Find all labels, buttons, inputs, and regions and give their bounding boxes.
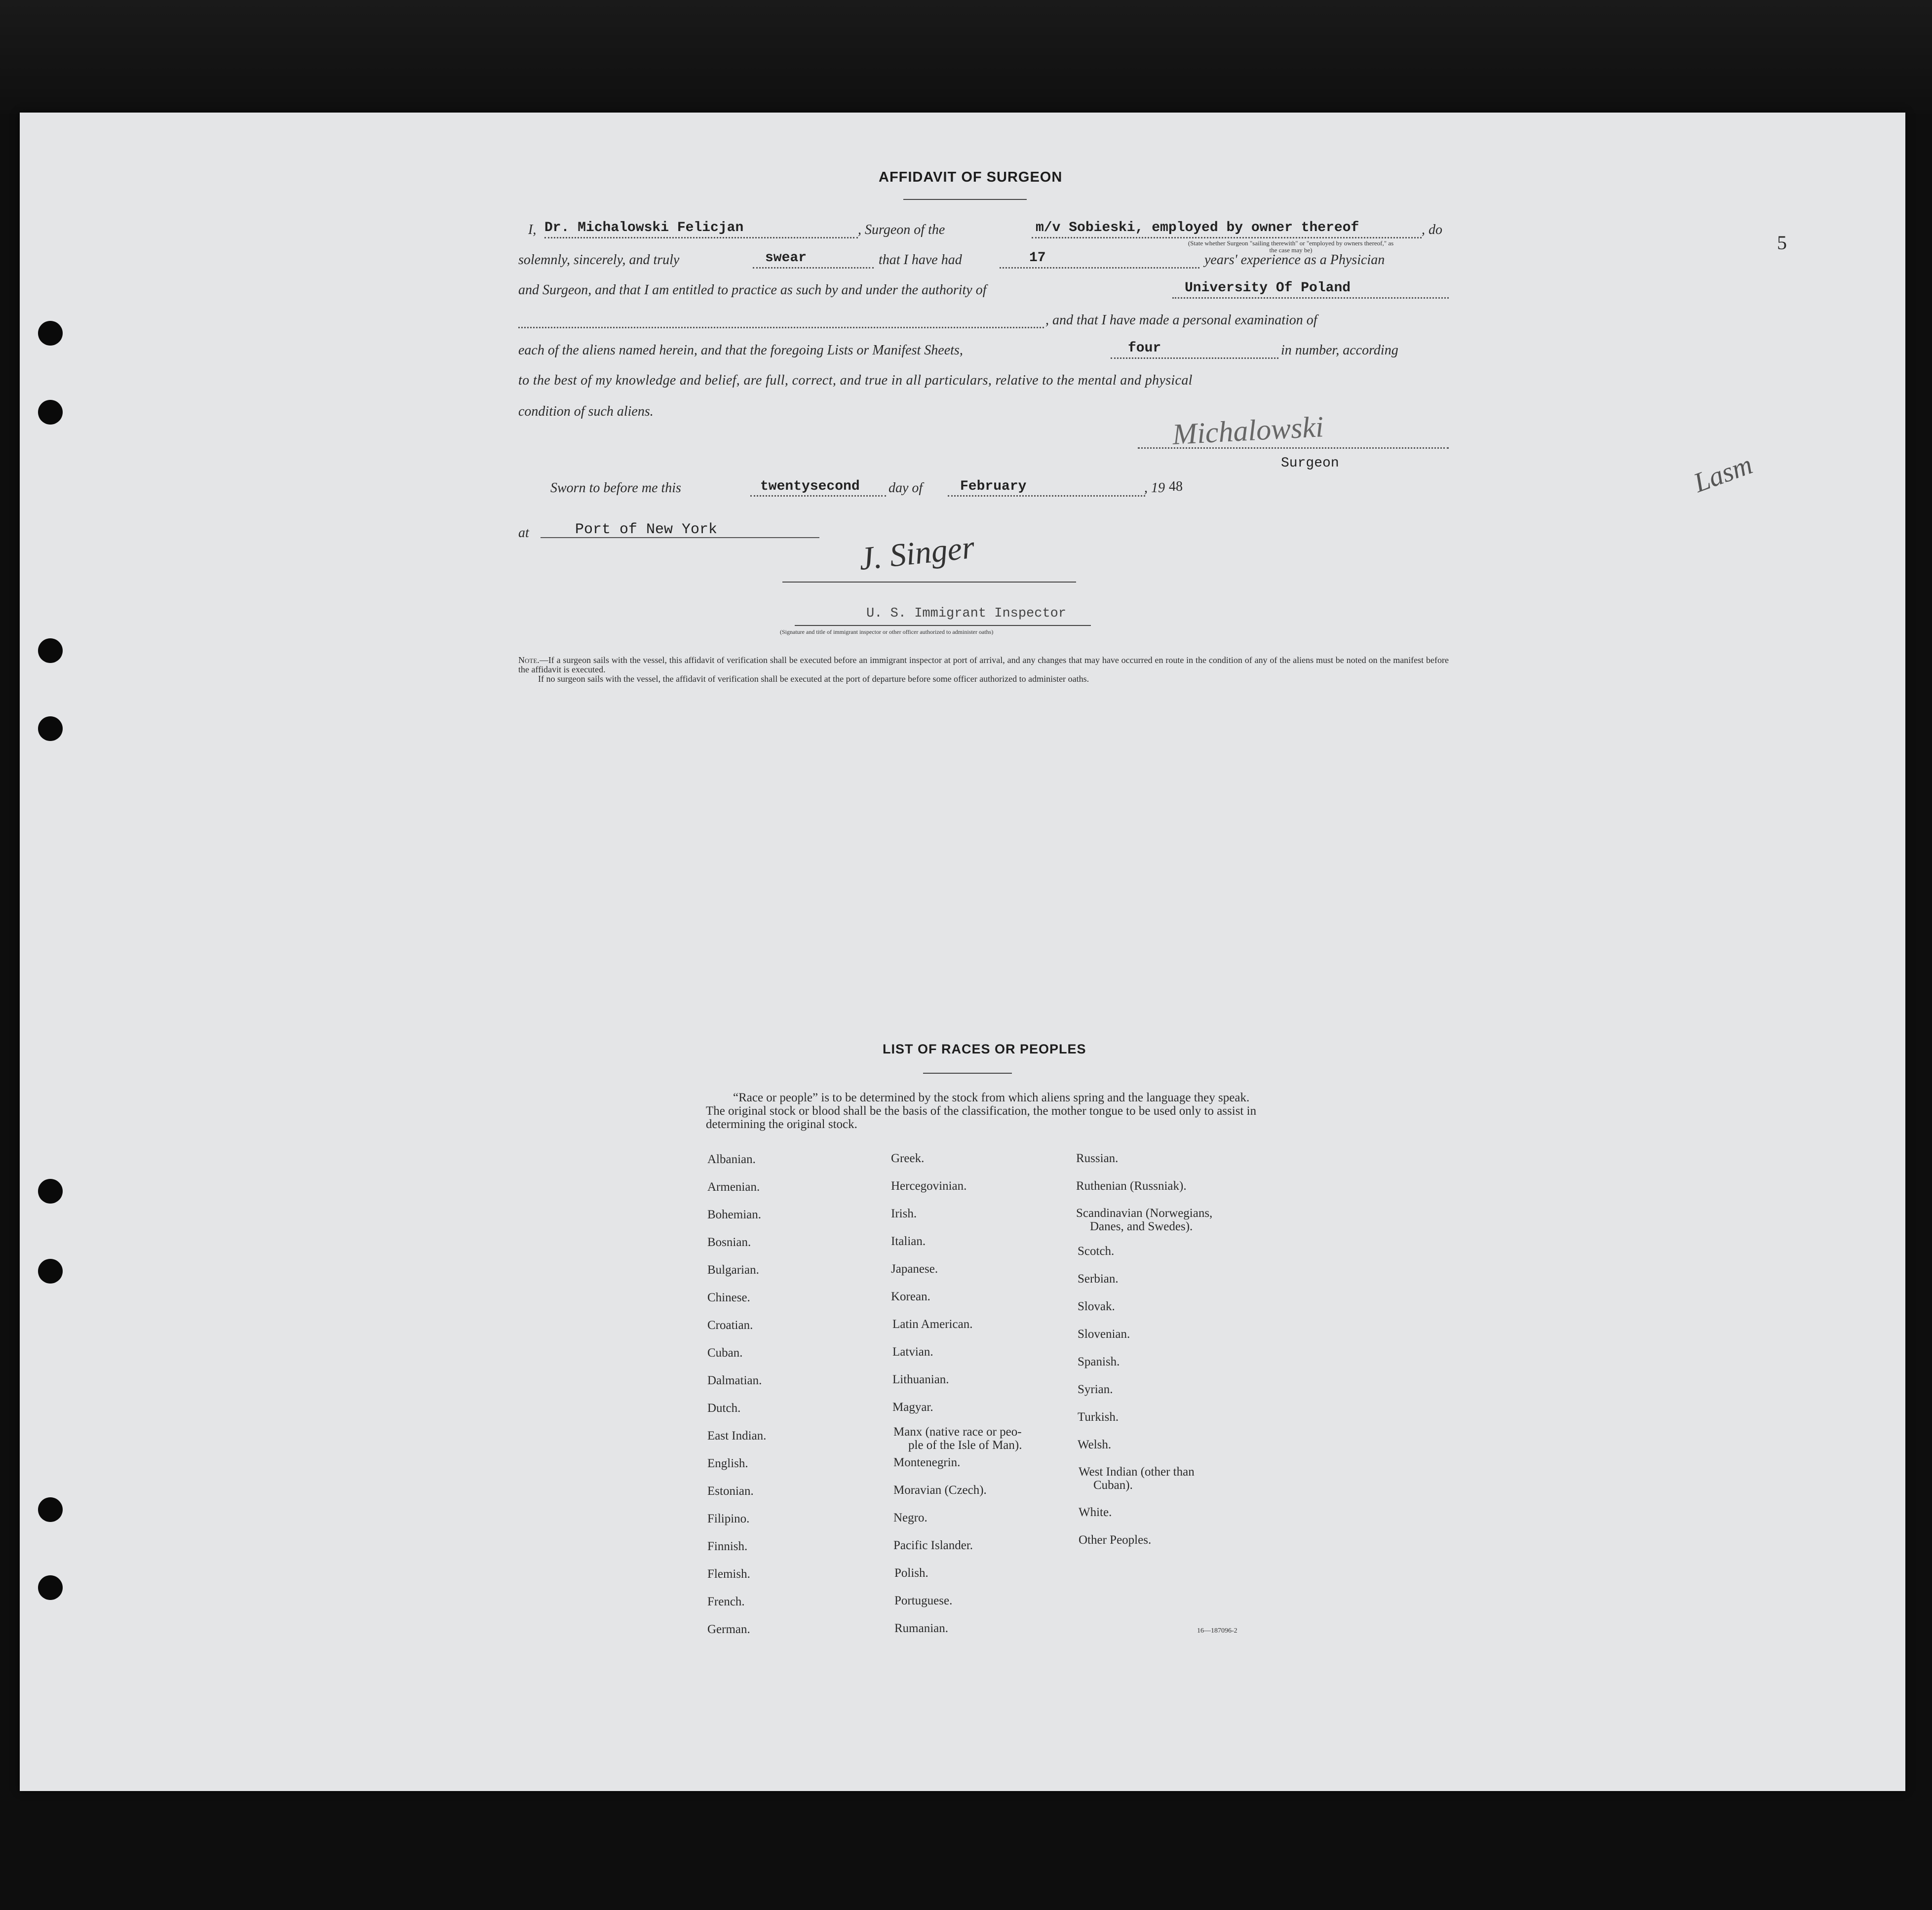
rule (753, 267, 874, 269)
race-list-item: Scandinavian (Norwegians, (1076, 1207, 1213, 1220)
text-best-of-knowledge: to the best of my knowledge and belief, are full, correct, and true in all particulars, relative to the mental and physical (518, 373, 1193, 388)
race-list-item: Finnish. (707, 1540, 748, 1553)
surgeon-label: Surgeon (1281, 456, 1339, 471)
text-at: at (518, 525, 529, 541)
oath-type: swear (765, 250, 807, 266)
race-list-item: Flemish. (707, 1567, 750, 1581)
race-list-item: Slovak. (1078, 1300, 1115, 1313)
race-list-item: Armenian. (707, 1180, 760, 1194)
race-list-item: East Indian. (707, 1429, 767, 1442)
scan-background-top (0, 0, 1932, 114)
race-list-item: Bohemian. (707, 1208, 762, 1221)
punch-hole (38, 638, 63, 663)
punch-hole (38, 1497, 63, 1522)
page-number: 5 (1777, 232, 1787, 254)
text-solemnly: solemnly, sincerely, and truly (518, 252, 680, 268)
sworn-year-suffix: 48 (1169, 479, 1183, 494)
race-list-item: Lithuanian. (892, 1373, 949, 1386)
race-list-item: Polish. (894, 1566, 928, 1580)
races-title-rule (923, 1073, 1012, 1074)
margin-handwritten-note: Lasm (1690, 449, 1757, 499)
note-text-2: If no surgeon sails with the vessel, the affidavit of verification shall be executed at the port of departure before some officer authorized to administer oaths. (538, 674, 1089, 684)
text-years-experience: years' experience as a Physician (1204, 252, 1385, 268)
race-list-item: Dalmatian. (707, 1374, 762, 1387)
punch-hole (38, 400, 63, 425)
inspector-title: U. S. Immigrant Inspector (866, 606, 1067, 621)
race-list-item: Greek. (891, 1152, 925, 1165)
race-list-item: West Indian (other than (1079, 1465, 1195, 1479)
rule (948, 495, 1145, 497)
surgeon-signature: Michalowski (1171, 410, 1325, 451)
race-list-item: Ruthenian (Russniak). (1076, 1179, 1187, 1193)
signature-rule (1138, 447, 1449, 449)
race-list-item: Hercegovinian. (891, 1179, 967, 1193)
rule (1000, 267, 1199, 269)
race-list-item: English. (707, 1457, 748, 1470)
punch-hole (38, 716, 63, 741)
race-list-item: Rumanian. (894, 1622, 949, 1635)
race-list-item: Syrian. (1078, 1383, 1113, 1396)
inspector-signature-rule (782, 582, 1076, 583)
inspector-signature: J. Singer (857, 529, 976, 578)
race-list-item: Spanish. (1078, 1355, 1120, 1368)
race-list-item: Negro. (893, 1511, 927, 1524)
rule (750, 495, 886, 497)
race-list-item: White. (1079, 1506, 1112, 1519)
race-list-item: Scotch. (1078, 1245, 1115, 1258)
inspector-title-rule (795, 625, 1091, 626)
punch-hole (38, 321, 63, 346)
race-list-item: Estonian. (707, 1484, 754, 1498)
race-list-item: German. (707, 1623, 750, 1636)
authority: University Of Poland (1185, 280, 1351, 296)
race-list-item: Albanian. (707, 1153, 756, 1166)
text-each-of-aliens: each of the aliens named herein, and that the foregoing Lists or Manifest Sheets, (518, 343, 963, 358)
race-list-item: French. (707, 1595, 745, 1608)
rule (1111, 357, 1278, 359)
document-page (20, 113, 1905, 1791)
manifest-sheets-count: four (1128, 341, 1161, 356)
race-list-item: Italian. (891, 1235, 926, 1248)
vessel-name: m/v Sobieski, employed by owner thereof (1036, 220, 1359, 235)
text-surgeon-of: , Surgeon of the (858, 222, 945, 237)
race-list-item: Pacific Islander. (893, 1539, 973, 1552)
race-list-item: Cuban. (707, 1346, 743, 1360)
rule (518, 327, 1044, 328)
text-day-of: day of (889, 480, 923, 496)
text-and-surgeon: and Surgeon, and that I am entitled to practice as such by and under the authority of (518, 282, 987, 298)
race-list-item: Japanese. (891, 1262, 938, 1276)
rule (541, 537, 819, 538)
race-list-item: Chinese. (707, 1291, 750, 1304)
inspector-hint: (Signature and title of immigrant inspector or other officer authorized to administer oaths) (780, 628, 994, 635)
rule (544, 237, 858, 238)
race-list-item: Latvian. (892, 1345, 933, 1359)
affidavit-title: AFFIDAVIT OF SURGEON (879, 169, 1063, 185)
years-experience: 17 (1029, 250, 1046, 266)
race-list-item: Dutch. (707, 1402, 741, 1415)
text-personal-exam: , and that I have made a personal examination of (1045, 312, 1317, 328)
vessel-hint: (State whether Surgeon "sailing therewith" or "employed by owners thereof," as the case may be) (1188, 239, 1394, 254)
race-list-item: Turkish. (1078, 1410, 1119, 1424)
punch-hole (38, 1575, 63, 1600)
race-list-item: Latin American. (892, 1318, 973, 1331)
surgeon-name: Dr. Michalowski Felicjan (544, 220, 744, 235)
races-intro: “Race or people” is to be determined by the stock from which aliens spring and the language they speak. The original stock or blood shall be the basis of the classification, the mother tongue to be used only to assist in determining the original stock. (706, 1091, 1257, 1131)
race-list-item: Montenegrin. (893, 1456, 961, 1469)
note-label: Note. (518, 655, 540, 665)
race-list-item: Moravian (Czech). (893, 1483, 987, 1497)
race-list-item: Danes, and Swedes). (1090, 1220, 1193, 1233)
text-i: I, (528, 222, 537, 237)
race-list-item: Bosnian. (707, 1236, 751, 1249)
sworn-month: February (960, 479, 1027, 494)
race-list-item: Magyar. (892, 1401, 933, 1414)
race-list-item: ple of the Isle of Man). (908, 1439, 1022, 1452)
punch-hole (38, 1179, 63, 1204)
race-list-item: Croatian. (707, 1319, 753, 1332)
races-title: LIST OF RACES OR PEOPLES (883, 1042, 1086, 1056)
text-year-prefix: , 19 (1144, 480, 1165, 496)
race-list-item: Irish. (891, 1207, 917, 1220)
race-list-item: Portuguese. (894, 1594, 953, 1607)
race-list-item: Welsh. (1078, 1438, 1112, 1451)
race-list-item: Other Peoples. (1079, 1533, 1152, 1547)
text-do: , do (1422, 222, 1442, 237)
affidavit-note (518, 656, 1449, 684)
note-text-1: —If a surgeon sails with the vessel, this affidavit of verification shall be executed before an immigrant inspector at port of arrival, and any changes that may have occurred en route in the condition of any of the aliens must be noted on the manifest before the affidavit is executed. (518, 655, 1449, 674)
text-sworn: Sworn to before me this (550, 480, 681, 496)
title-rule (903, 199, 1027, 200)
rule (1172, 297, 1449, 299)
sworn-day: twentysecond (760, 479, 860, 494)
punch-hole (38, 1259, 63, 1284)
race-list-item: Serbian. (1078, 1272, 1119, 1286)
race-list-item: Manx (native race or peo- (893, 1425, 1022, 1439)
sworn-place: Port of New York (575, 521, 718, 538)
form-number: 16—187096-2 (1197, 1627, 1237, 1635)
rule (1032, 237, 1422, 238)
race-list-item: Filipino. (707, 1512, 750, 1525)
text-in-number: in number, according (1281, 343, 1398, 358)
text-that-i-have-had: that I have had (879, 252, 962, 268)
race-list-item: Russian. (1076, 1152, 1119, 1165)
race-list-item: Cuban). (1093, 1479, 1133, 1492)
race-list-item: Korean. (891, 1290, 930, 1303)
race-list-item: Slovenian. (1078, 1327, 1130, 1341)
text-condition: condition of such aliens. (518, 404, 654, 419)
race-list-item: Bulgarian. (707, 1263, 759, 1277)
